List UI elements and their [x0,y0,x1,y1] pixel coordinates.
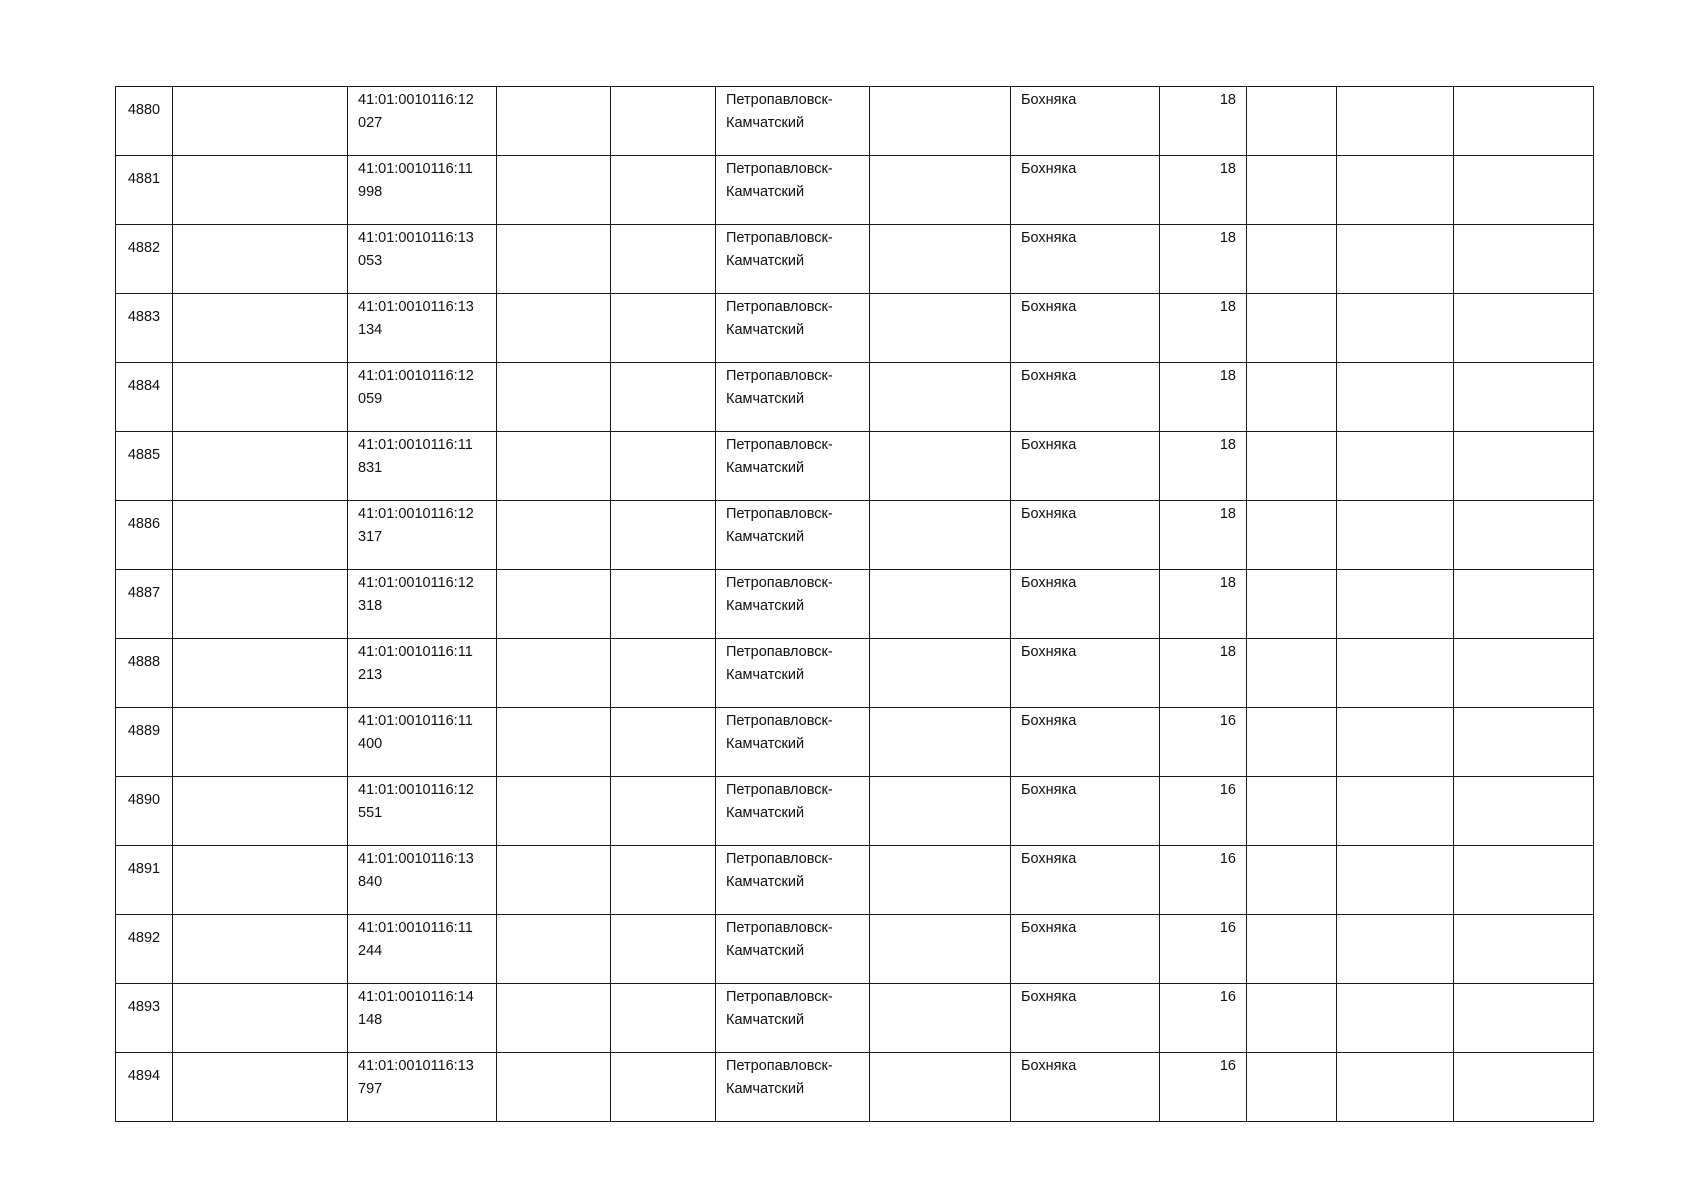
row-number: 4894 [127,1067,161,1084]
row-number: 4893 [127,998,161,1015]
city-cell [716,1053,870,1122]
cadastral-number-line1: 41:01:0010116:12 [358,575,474,591]
cadastral-number-line1: 41:01:0010116:11 [358,437,473,453]
cadastral-number-cell [348,915,497,984]
empty-cell [611,501,716,570]
table-row [116,294,1594,363]
cadastral-number-line2: 148 [358,1012,383,1028]
row-number-cell [116,915,173,984]
row-number-cell [116,984,173,1053]
empty-cell [1337,225,1454,294]
empty-cell [1337,363,1454,432]
row-number-cell [116,156,173,225]
empty-cell [173,1053,348,1122]
cadastral-number-line2: 213 [358,667,383,683]
row-number: 4892 [127,929,161,946]
empty-cell [870,777,1011,846]
house-number-cell [1160,777,1247,846]
cadastral-number-cell [348,570,497,639]
city-cell [716,915,870,984]
city-name: Петропавловск-Камчатский [726,644,833,683]
empty-cell [497,915,611,984]
empty-cell [1337,570,1454,639]
cadastral-number-line1: 41:01:0010116:12 [358,92,474,108]
empty-cell [1454,363,1594,432]
street-cell [1011,363,1160,432]
street-cell [1011,846,1160,915]
cadastral-number-cell [348,1053,497,1122]
table-row [116,777,1594,846]
empty-cell [1454,846,1594,915]
city-cell [716,501,870,570]
street-cell [1011,225,1160,294]
empty-cell [1454,501,1594,570]
house-number: 18 [1219,161,1236,177]
city-name: Петропавловск-Камчатский [726,575,833,614]
house-number-cell [1160,363,1247,432]
row-number-cell [116,363,173,432]
empty-cell [611,1053,716,1122]
empty-cell [1454,1053,1594,1122]
cadastral-number-cell [348,777,497,846]
street-name: Бохняка [1021,920,1077,936]
row-number: 4890 [127,791,161,808]
empty-cell [1247,777,1337,846]
cadastral-number-cell [348,846,497,915]
empty-cell [1337,294,1454,363]
house-number: 16 [1219,713,1236,729]
table-row [116,846,1594,915]
empty-cell [173,984,348,1053]
city-cell [716,570,870,639]
empty-cell [173,570,348,639]
street-name: Бохняка [1021,989,1077,1005]
empty-cell [611,570,716,639]
house-number-cell [1160,915,1247,984]
cadastral-number-line2: 400 [358,736,383,752]
row-number-cell [116,846,173,915]
empty-cell [611,777,716,846]
table-row [116,915,1594,984]
empty-cell [1337,87,1454,156]
street-cell [1011,915,1160,984]
empty-cell [173,363,348,432]
city-name: Петропавловск-Камчатский [726,713,833,752]
cadastral-number-line2: 797 [358,1081,383,1097]
house-number: 18 [1219,644,1236,660]
city-name: Петропавловск-Камчатский [726,161,833,200]
cadastral-number-line2: 551 [358,805,383,821]
row-number: 4884 [127,377,161,394]
empty-cell [173,846,348,915]
empty-cell [611,363,716,432]
city-cell [716,639,870,708]
street-name: Бохняка [1021,299,1077,315]
city-name: Петропавловск-Камчатский [726,782,833,821]
empty-cell [173,225,348,294]
city-name: Петропавловск-Камчатский [726,437,833,476]
house-number: 16 [1219,782,1236,798]
table-row [116,87,1594,156]
city-cell [716,225,870,294]
empty-cell [1247,846,1337,915]
empty-cell [1454,984,1594,1053]
row-number: 4887 [127,584,161,601]
empty-cell [497,363,611,432]
empty-cell [611,639,716,708]
empty-cell [1337,708,1454,777]
empty-cell [1247,294,1337,363]
empty-cell [1247,984,1337,1053]
house-number: 18 [1219,230,1236,246]
empty-cell [870,225,1011,294]
cadastral-number-cell [348,225,497,294]
cadastral-number-cell [348,639,497,708]
empty-cell [1247,708,1337,777]
table-row [116,1053,1594,1122]
city-name: Петропавловск-Камчатский [726,506,833,545]
empty-cell [1454,432,1594,501]
empty-cell [173,432,348,501]
cadastral-number-line1: 41:01:0010116:12 [358,368,474,384]
cadastral-number-line1: 41:01:0010116:14 [358,989,474,1005]
empty-cell [497,156,611,225]
row-number-cell [116,87,173,156]
empty-cell [1337,1053,1454,1122]
house-number-cell [1160,639,1247,708]
street-name: Бохняка [1021,368,1077,384]
city-name: Петропавловск-Камчатский [726,920,833,959]
house-number-cell [1160,432,1247,501]
empty-cell [870,570,1011,639]
cadastral-number-line2: 134 [358,322,383,338]
empty-cell [611,294,716,363]
cadastral-number-cell [348,501,497,570]
street-name: Бохняка [1021,713,1077,729]
empty-cell [497,432,611,501]
row-number-cell [116,570,173,639]
empty-cell [1454,915,1594,984]
empty-cell [1454,708,1594,777]
city-name: Петропавловск-Камчатский [726,368,833,407]
empty-cell [1337,156,1454,225]
street-cell [1011,708,1160,777]
row-number: 4891 [127,860,161,877]
row-number-cell [116,1053,173,1122]
table-row [116,432,1594,501]
empty-cell [1247,87,1337,156]
row-number-cell [116,639,173,708]
empty-cell [1247,915,1337,984]
city-cell [716,87,870,156]
cadastral-number-line2: 053 [358,253,383,269]
cadastral-number-cell [348,294,497,363]
city-cell [716,294,870,363]
cadastral-number-line1: 41:01:0010116:11 [358,161,473,177]
empty-cell [1247,156,1337,225]
empty-cell [870,639,1011,708]
empty-cell [173,777,348,846]
house-number: 18 [1219,575,1236,591]
empty-cell [611,846,716,915]
street-cell [1011,294,1160,363]
house-number-cell [1160,225,1247,294]
empty-cell [173,915,348,984]
empty-cell [497,570,611,639]
empty-cell [611,708,716,777]
cadastral-number-cell [348,432,497,501]
street-name: Бохняка [1021,851,1077,867]
row-number: 4889 [127,722,161,739]
empty-cell [173,156,348,225]
cadastral-number-cell [348,984,497,1053]
row-number: 4883 [127,308,161,325]
table-row [116,570,1594,639]
house-number: 18 [1219,92,1236,108]
house-number: 16 [1219,920,1236,936]
row-number: 4880 [127,101,161,118]
row-number: 4888 [127,653,161,670]
empty-cell [1247,432,1337,501]
empty-cell [1337,846,1454,915]
city-name: Петропавловск-Камчатский [726,1058,833,1097]
cadastral-number-line2: 831 [358,460,383,476]
empty-cell [870,87,1011,156]
table-row [116,639,1594,708]
street-name: Бохняка [1021,230,1077,246]
house-number: 18 [1219,437,1236,453]
empty-cell [1337,915,1454,984]
empty-cell [611,915,716,984]
cadastral-number-cell [348,363,497,432]
cadastral-number-line1: 41:01:0010116:13 [358,1058,474,1074]
house-number-cell [1160,570,1247,639]
street-name: Бохняка [1021,506,1077,522]
street-name: Бохняка [1021,782,1077,798]
empty-cell [497,984,611,1053]
street-cell [1011,432,1160,501]
city-cell [716,708,870,777]
street-cell [1011,156,1160,225]
empty-cell [1454,156,1594,225]
house-number: 18 [1219,506,1236,522]
row-number: 4885 [127,446,161,463]
empty-cell [1247,1053,1337,1122]
empty-cell [1454,570,1594,639]
street-cell [1011,501,1160,570]
cadastral-number-line1: 41:01:0010116:11 [358,644,473,660]
house-number-cell [1160,156,1247,225]
empty-cell [1247,639,1337,708]
empty-cell [497,225,611,294]
empty-cell [870,501,1011,570]
row-number: 4886 [127,515,161,532]
empty-cell [611,432,716,501]
street-name: Бохняка [1021,575,1077,591]
row-number-cell [116,225,173,294]
empty-cell [1337,777,1454,846]
empty-cell [1247,501,1337,570]
empty-cell [497,1053,611,1122]
empty-cell [870,156,1011,225]
empty-cell [1247,570,1337,639]
empty-cell [611,225,716,294]
city-cell [716,984,870,1053]
cadastral-number-line2: 027 [358,115,383,131]
empty-cell [1454,225,1594,294]
empty-cell [1247,363,1337,432]
empty-cell [870,846,1011,915]
house-number-cell [1160,501,1247,570]
city-cell [716,846,870,915]
street-name: Бохняка [1021,92,1077,108]
cadastral-number-line2: 318 [358,598,383,614]
empty-cell [870,708,1011,777]
house-number-cell [1160,294,1247,363]
street-name: Бохняка [1021,644,1077,660]
empty-cell [173,294,348,363]
empty-cell [497,87,611,156]
table-row [116,708,1594,777]
city-cell [716,363,870,432]
empty-cell [870,363,1011,432]
register-table [115,86,1594,1122]
cadastral-number-cell [348,708,497,777]
row-number-cell [116,432,173,501]
empty-cell [870,1053,1011,1122]
cadastral-number-line1: 41:01:0010116:11 [358,920,473,936]
street-cell [1011,777,1160,846]
empty-cell [1454,777,1594,846]
house-number-cell [1160,984,1247,1053]
street-name: Бохняка [1021,1058,1077,1074]
cadastral-number-line1: 41:01:0010116:12 [358,782,474,798]
city-name: Петропавловск-Камчатский [726,299,833,338]
house-number-cell [1160,87,1247,156]
cadastral-number-line2: 998 [358,184,383,200]
empty-cell [497,639,611,708]
empty-cell [1337,501,1454,570]
house-number: 18 [1219,368,1236,384]
house-number-cell [1160,846,1247,915]
empty-cell [497,777,611,846]
empty-cell [870,915,1011,984]
empty-cell [1454,294,1594,363]
empty-cell [497,708,611,777]
cadastral-number-line1: 41:01:0010116:11 [358,713,473,729]
table-row [116,363,1594,432]
empty-cell [611,984,716,1053]
street-cell [1011,984,1160,1053]
street-cell [1011,1053,1160,1122]
cadastral-number-line1: 41:01:0010116:13 [358,299,474,315]
empty-cell [497,501,611,570]
table-row [116,984,1594,1053]
street-name: Бохняка [1021,437,1077,453]
empty-cell [1337,984,1454,1053]
city-cell [716,432,870,501]
empty-cell [173,87,348,156]
empty-cell [870,432,1011,501]
street-cell [1011,639,1160,708]
empty-cell [1454,87,1594,156]
house-number-cell [1160,708,1247,777]
row-number-cell [116,777,173,846]
empty-cell [1337,639,1454,708]
empty-cell [1247,225,1337,294]
row-number: 4881 [127,170,161,187]
city-cell [716,777,870,846]
cadastral-number-line2: 840 [358,874,383,890]
street-cell [1011,87,1160,156]
empty-cell [611,87,716,156]
street-name: Бохняка [1021,161,1077,177]
empty-cell [870,984,1011,1053]
empty-cell [173,639,348,708]
cadastral-number-line1: 41:01:0010116:13 [358,851,474,867]
register-body [116,87,1594,1122]
house-number: 18 [1219,299,1236,315]
city-name: Петропавловск-Камчатский [726,230,833,269]
empty-cell [1337,432,1454,501]
cadastral-number-line2: 059 [358,391,383,407]
house-number-cell [1160,1053,1247,1122]
row-number-cell [116,294,173,363]
cadastral-number-cell [348,156,497,225]
row-number-cell [116,501,173,570]
empty-cell [497,846,611,915]
city-name: Петропавловск-Камчатский [726,989,833,1028]
empty-cell [1454,639,1594,708]
empty-cell [497,294,611,363]
city-name: Петропавловск-Камчатский [726,851,833,890]
table-row [116,156,1594,225]
house-number: 16 [1219,851,1236,867]
cadastral-number-line2: 317 [358,529,383,545]
house-number: 16 [1219,1058,1236,1074]
city-cell [716,156,870,225]
house-number: 16 [1219,989,1236,1005]
cadastral-number-line2: 244 [358,943,383,959]
row-number-cell [116,708,173,777]
cadastral-number-line1: 41:01:0010116:13 [358,230,474,246]
cadastral-number-cell [348,87,497,156]
table-row [116,501,1594,570]
empty-cell [173,708,348,777]
empty-cell [173,501,348,570]
row-number: 4882 [127,239,161,256]
empty-cell [870,294,1011,363]
city-name: Петропавловск-Камчатский [726,92,833,131]
cadastral-number-line1: 41:01:0010116:12 [358,506,474,522]
street-cell [1011,570,1160,639]
empty-cell [611,156,716,225]
table-row [116,225,1594,294]
